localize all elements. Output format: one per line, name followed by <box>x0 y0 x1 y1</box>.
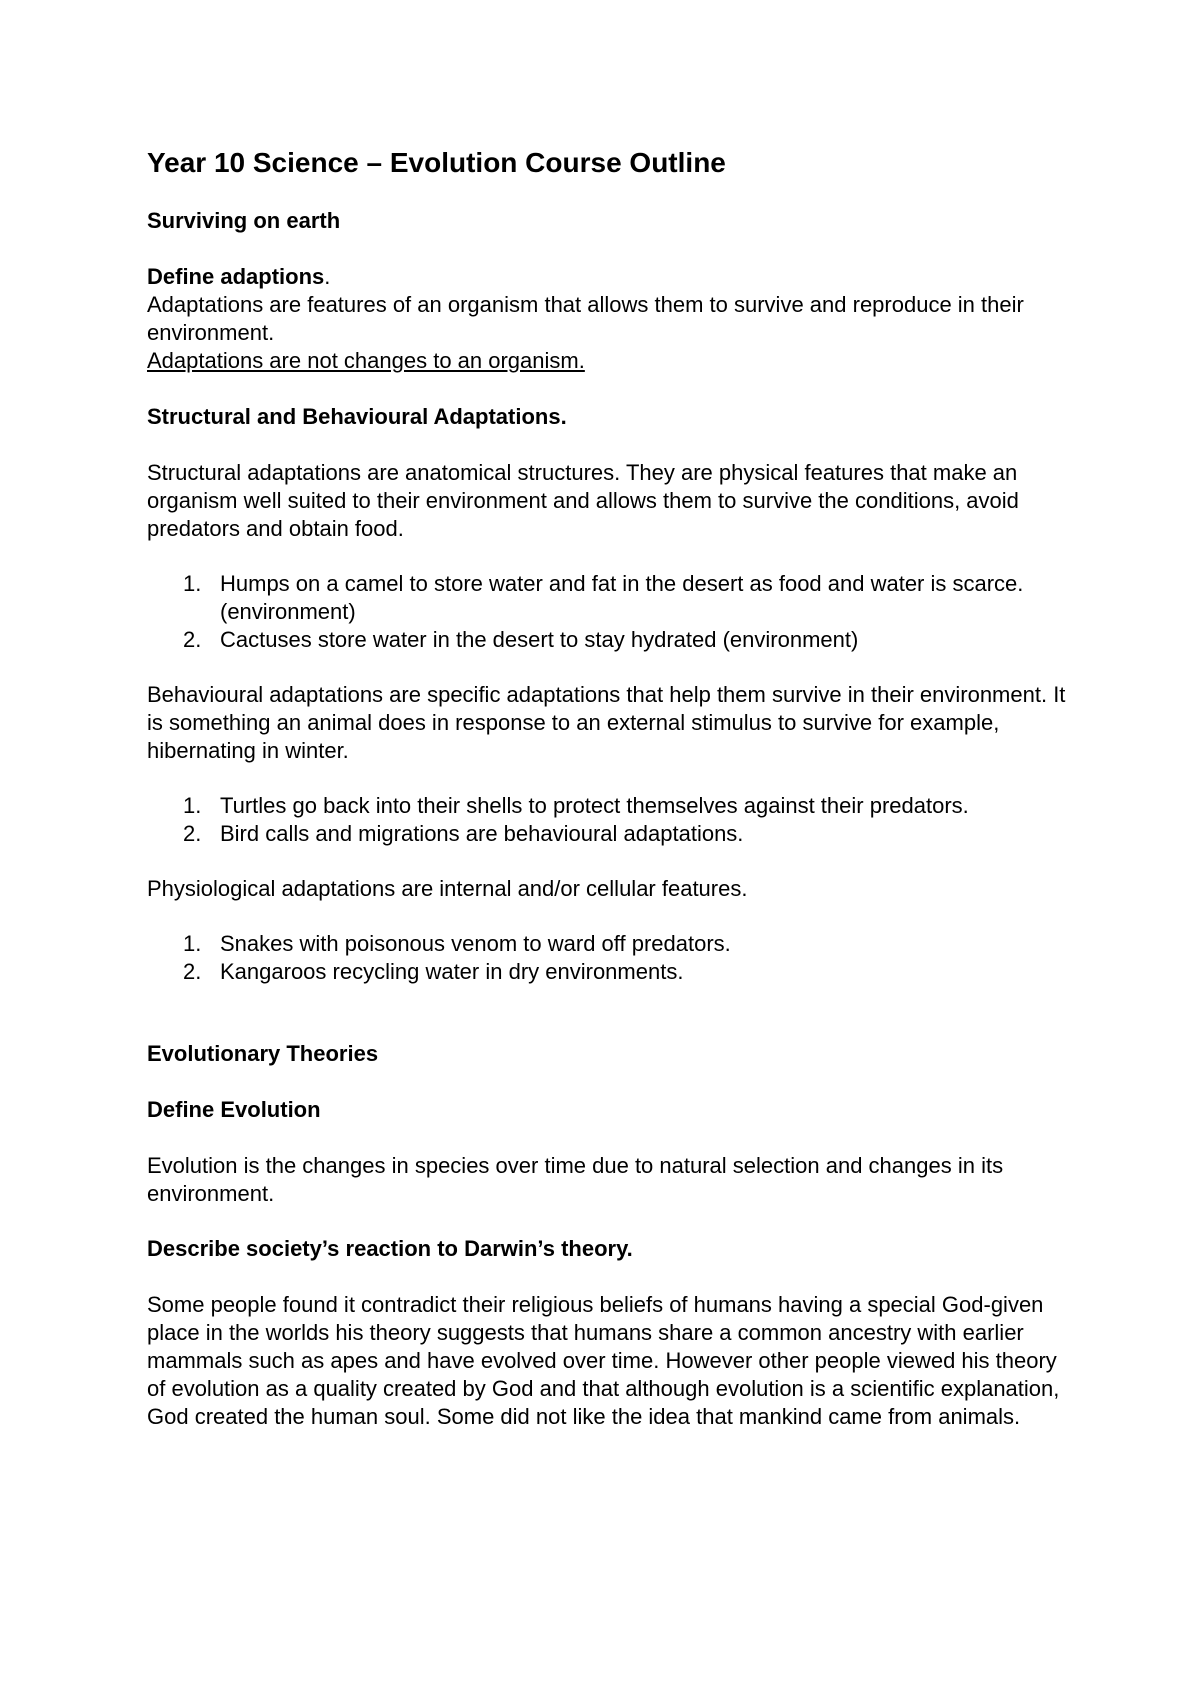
behavioural-paragraph: Behavioural adaptations are specific adaptations that help them survive in their environment. It is something an animal does in response to an external stimulus to survive for example, hibernating in winter. <box>147 682 1066 763</box>
darwin-reaction-heading: Describe society’s reaction to Darwin’s theory. <box>147 1236 633 1261</box>
list-text: Cactuses store water in the desert to stay hydrated (environment) <box>220 627 859 652</box>
list-text: Snakes with poisonous venom to ward off predators. <box>220 931 731 956</box>
adaptations-definition: Adaptations are features of an organism that allows them to survive and reproduce in their environment. <box>147 292 1024 345</box>
define-adaptions-heading <box>147 263 1077 291</box>
list-text: Turtles go back into their shells to protect themselves against their predators. <box>220 793 969 818</box>
list-number: 2. <box>183 821 202 846</box>
structural-examples-list <box>147 570 1077 654</box>
list-item <box>147 930 1077 958</box>
define-evolution-heading: Define Evolution <box>147 1097 321 1122</box>
adaptations-note: Adaptations are not changes to an organism. <box>147 348 585 373</box>
physiological-paragraph: Physiological adaptations are internal and/or cellular features. <box>147 876 748 901</box>
document-title: Year 10 Science – Evolution Course Outline <box>147 147 726 178</box>
structural-behavioural-heading: Structural and Behavioural Adaptations. <box>147 404 567 429</box>
evolution-definition: Evolution is the changes in species over time due to natural selection and changes in its environment. <box>147 1153 1004 1206</box>
list-item <box>147 820 1077 848</box>
physiological-examples-list <box>147 930 1077 986</box>
list-item <box>147 958 1077 986</box>
structural-paragraph: Structural adaptations are anatomical structures. They are physical features that make an organism well suited to their environment and allows them to survive the conditions, avoid predators and obtain food. <box>147 460 1019 541</box>
darwin-reaction-paragraph: Some people found it contradict their religious beliefs of humans having a special God-given place in the worlds his theory suggests that humans share a common ancestry with earlier mammals such as apes and have evolved over time. However other people viewed his theory of evolution as a quality created by God and that although evolution is a scientific explanation, God created the human soul. Some did not like the idea that mankind came from animals. <box>147 1292 1060 1429</box>
define-adaptions-heading-suffix: . <box>324 264 331 289</box>
define-adaptions-heading-text: Define adaptions <box>147 264 325 289</box>
list-number: 1. <box>183 571 202 596</box>
list-text: Bird calls and migrations are behavioural adaptations. <box>220 821 744 846</box>
list-number: 2. <box>183 959 202 984</box>
section-heading-surviving: Surviving on earth <box>147 208 341 233</box>
list-text: Kangaroos recycling water in dry environments. <box>220 959 684 984</box>
list-number: 1. <box>183 931 202 956</box>
list-item <box>147 570 1077 626</box>
list-number: 1. <box>183 793 202 818</box>
document-content <box>147 145 1077 1431</box>
list-item <box>147 792 1077 820</box>
list-number: 2. <box>183 627 202 652</box>
list-item <box>147 626 1077 654</box>
list-text: Humps on a camel to store water and fat in the desert as food and water is scarce. (environment) <box>220 571 1024 624</box>
behavioural-examples-list <box>147 792 1077 848</box>
section-heading-evolutionary-theories: Evolutionary Theories <box>147 1041 379 1066</box>
